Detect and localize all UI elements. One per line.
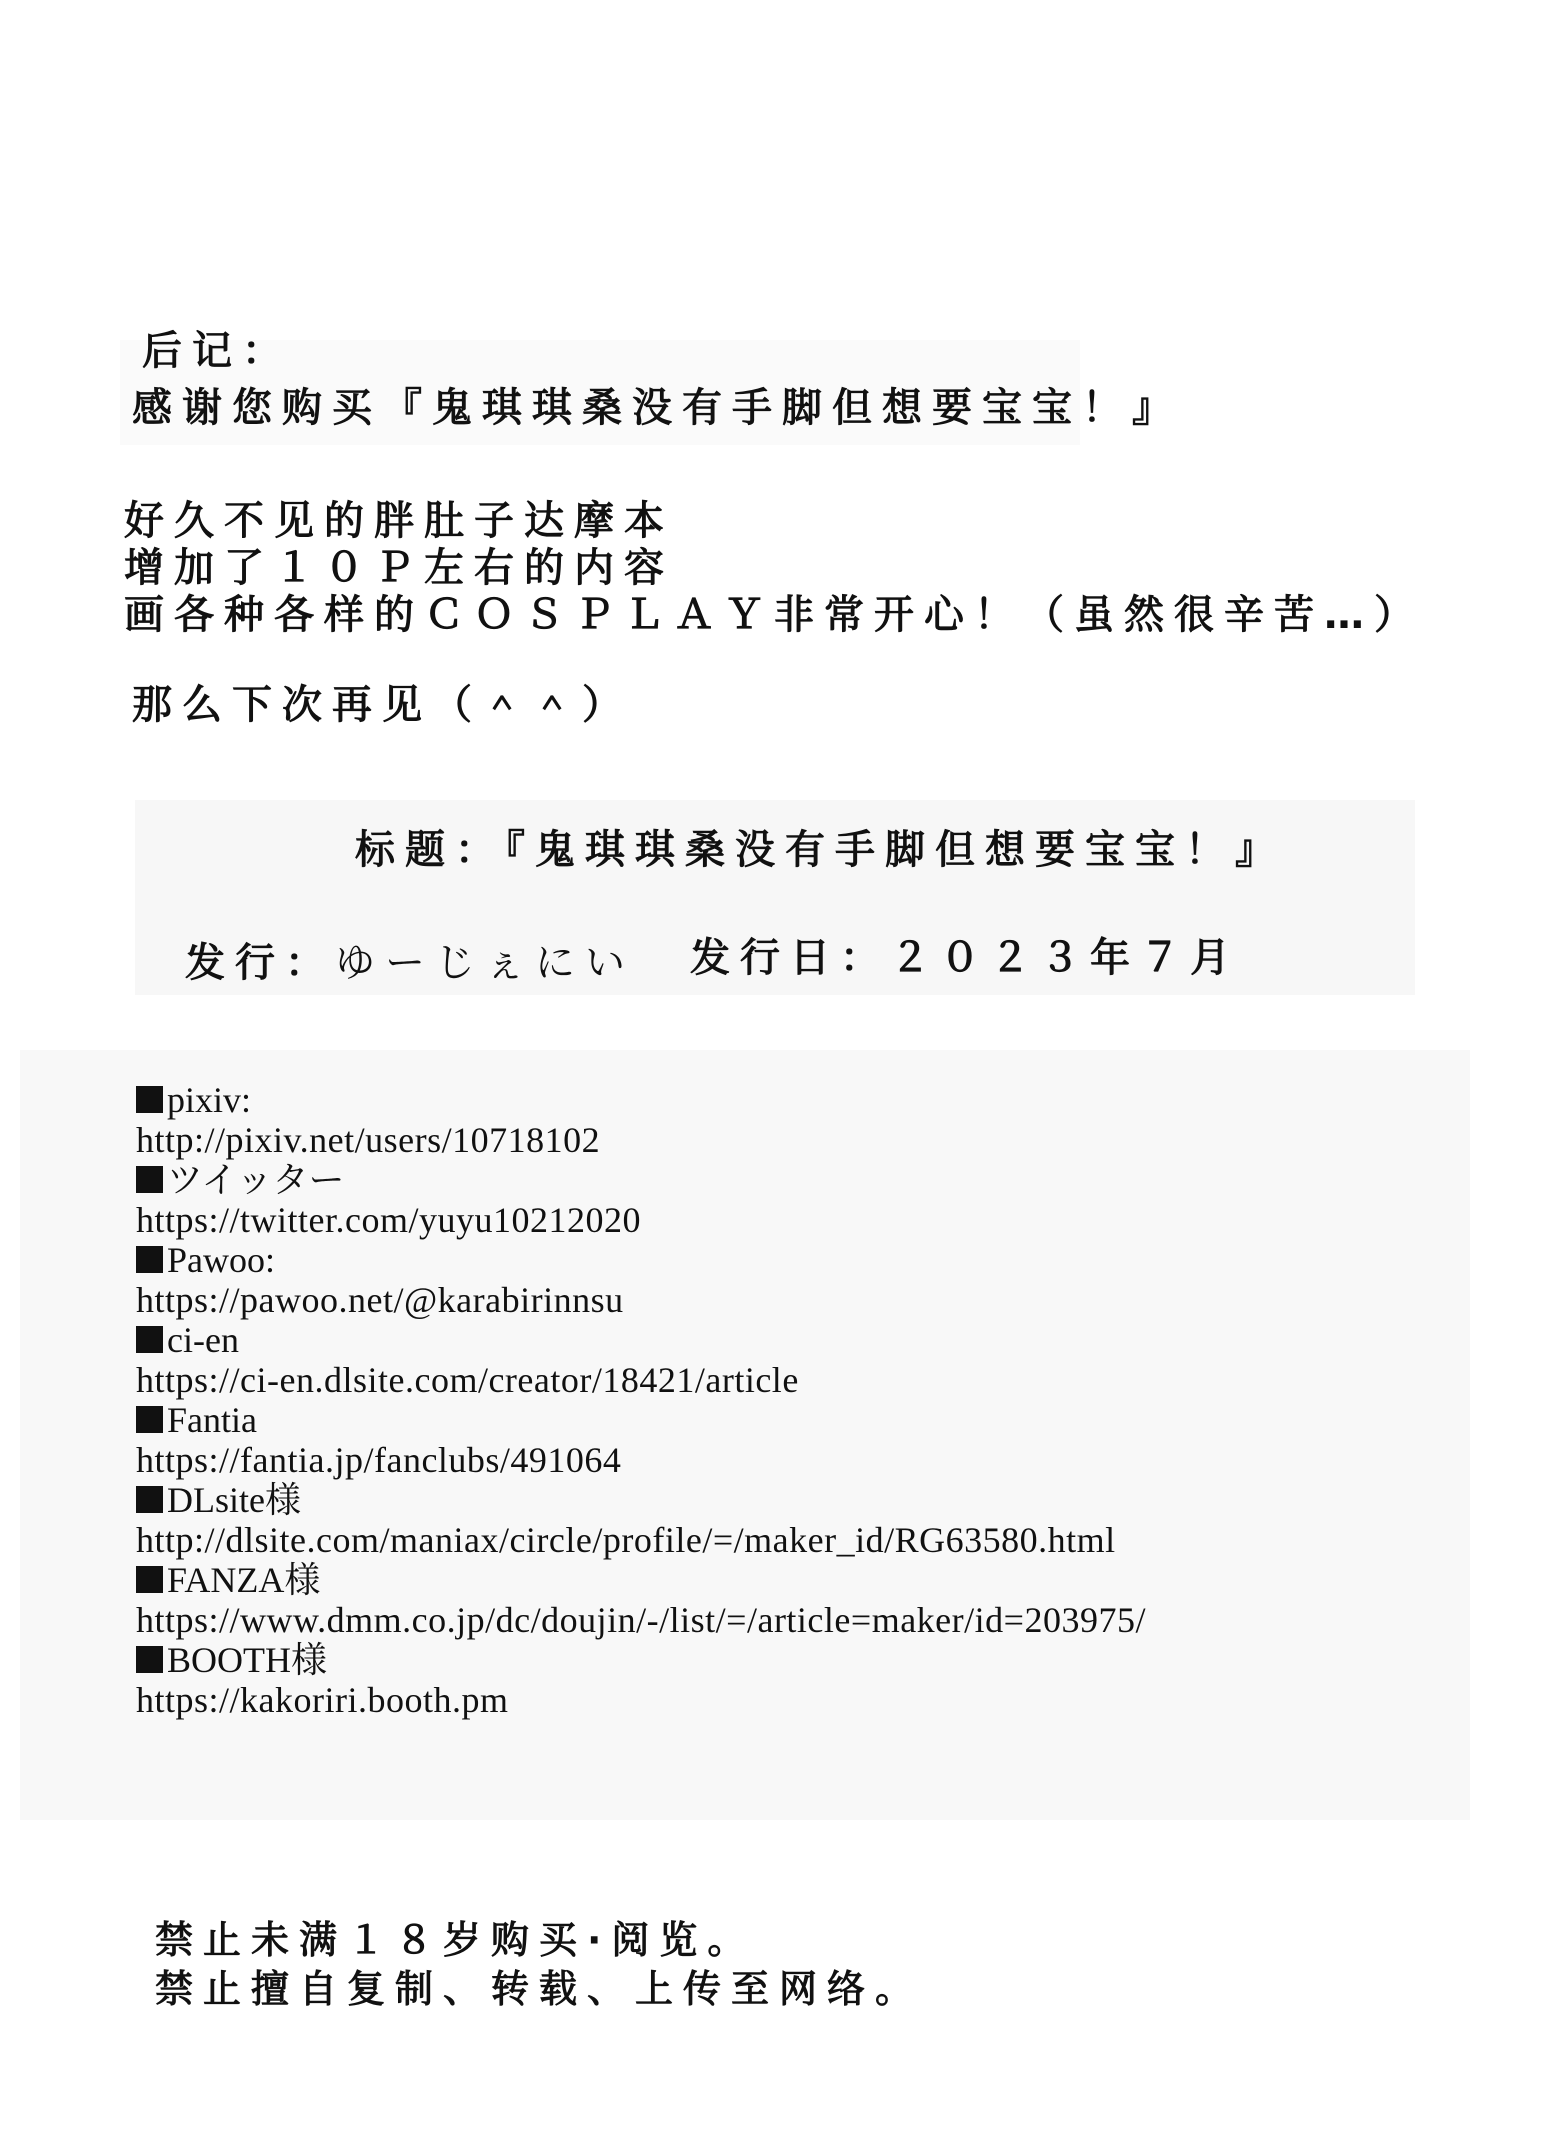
- link-url-2[interactable]: https://pawoo.net/@karabirinnsu: [136, 1280, 624, 1320]
- title-value: 『鬼琪琪桑没有手脚但想要宝宝！』: [505, 827, 1285, 873]
- date-value: ２０２３年７月: [890, 935, 1240, 981]
- thanks-prefix: 感谢您购买: [132, 385, 382, 431]
- link-url-6[interactable]: https://www.dmm.co.jp/dc/doujin/-/list/=/article=maker/id=203975/: [136, 1600, 1146, 1640]
- link-site-name: DLsite様: [167, 1480, 301, 1520]
- copy-notice: 禁止擅自复制、转载、上传至网络。: [155, 1967, 924, 2011]
- link-site-name: ツイッター: [167, 1160, 345, 1200]
- link-site-name: BOOTH様: [167, 1640, 327, 1680]
- link-name-0: [136, 1080, 1456, 1120]
- link-name-6: [136, 1560, 1456, 1600]
- square-bullet-icon: [136, 1646, 163, 1673]
- link-site-name: Pawoo:: [167, 1240, 275, 1280]
- issue-date-line: [690, 935, 1240, 981]
- thanks-title: 『鬼琪琪桑没有手脚但想要宝宝！』: [382, 385, 1182, 431]
- link-url-5[interactable]: http://dlsite.com/maniax/circle/profile/=/maker_id/RG63580.html: [136, 1520, 1116, 1560]
- afterword-line-1: 好久不见的胖肚子达摩本: [124, 498, 674, 544]
- square-bullet-icon: [136, 1326, 163, 1353]
- link-name-2: [136, 1240, 1456, 1280]
- age-notice: 禁止未满１８岁购买·阅览。: [155, 1918, 756, 1962]
- link-site-name: pixiv:: [167, 1080, 252, 1120]
- link-url-1[interactable]: https://twitter.com/yuyu10212020: [136, 1200, 641, 1240]
- link-url-4[interactable]: https://fantia.jp/fanclubs/491064: [136, 1440, 622, 1480]
- publisher-line: [185, 940, 635, 986]
- link-name-1: [136, 1160, 1456, 1200]
- square-bullet-icon: [136, 1566, 163, 1593]
- date-label: 发行日：: [690, 935, 890, 981]
- square-bullet-icon: [136, 1166, 163, 1193]
- square-bullet-icon: [136, 1246, 163, 1273]
- link-site-name: ci-en: [167, 1320, 239, 1360]
- square-bullet-icon: [136, 1486, 163, 1513]
- publication-title: [355, 827, 1285, 873]
- link-name-7: [136, 1640, 1456, 1680]
- farewell-line: 那么下次再见（＾＾）: [132, 682, 632, 728]
- link-name-5: [136, 1480, 1456, 1520]
- square-bullet-icon: [136, 1086, 163, 1113]
- afterword-line-3: 画各种各样的ＣＯＳＰＬＡＹ非常开心！（虽然很辛苦…）: [124, 592, 1424, 638]
- afterword-heading: 后记：: [142, 328, 292, 374]
- links-list: [136, 1080, 1456, 1720]
- link-url-0[interactable]: http://pixiv.net/users/10718102: [136, 1120, 601, 1160]
- link-name-4: [136, 1400, 1456, 1440]
- publisher-value: ゆーじぇにい: [335, 940, 635, 986]
- link-site-name: Fantia: [167, 1400, 257, 1440]
- link-name-3: [136, 1320, 1456, 1360]
- link-url-7[interactable]: https://kakoriri.booth.pm: [136, 1680, 509, 1720]
- thanks-line: [132, 385, 1182, 431]
- publisher-label: 发行：: [185, 940, 335, 986]
- link-site-name: FANZA様: [167, 1560, 321, 1600]
- link-url-3[interactable]: https://ci-en.dlsite.com/creator/18421/article: [136, 1360, 799, 1400]
- afterword-line-2: 增加了１０Ｐ左右的内容: [124, 545, 674, 591]
- square-bullet-icon: [136, 1406, 163, 1433]
- title-label: 标题：: [355, 827, 505, 873]
